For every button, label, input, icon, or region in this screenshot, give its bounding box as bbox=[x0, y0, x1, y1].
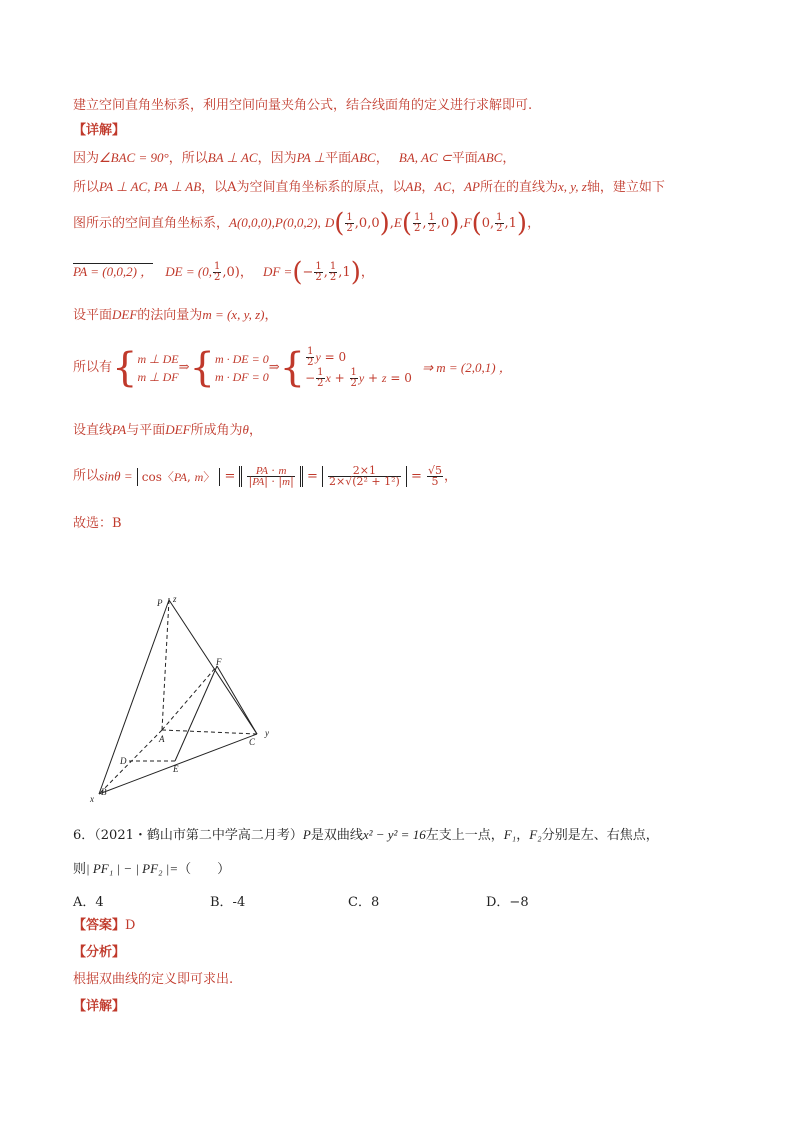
vector-PA: PA = (0,0,2) ， bbox=[73, 264, 154, 279]
vector-DE: DE = (0, bbox=[165, 264, 212, 279]
choice-C: C．8 bbox=[348, 895, 380, 910]
detail-line-6: 所以有{m ⊥ DE m ⊥ DF⇒{m · DE = 0 m · DF = 0⇒{ $\frac{1}{2}$ y = 0 − $\frac{1}{2}$ x + $\frac{1}{2}$ y + z = 0 ⇒ m = (2,0,1) ， bbox=[73, 345, 512, 391]
pyramid-figure bbox=[85, 590, 285, 810]
detail-line-7: 设直线PA与平面DEF所成角为θ， bbox=[73, 422, 262, 438]
label-x: x bbox=[90, 794, 94, 804]
detail-line-1: 因为∠BAC = 90°，所以BA ⊥ AC，因为PA ⊥平面ABC， BA, AC ⊂平面ABC， bbox=[73, 150, 516, 166]
analysis-header: 【分析】 bbox=[73, 945, 126, 960]
detail-line-5: 设平面DEF的法向量为m = (x, y, z)， bbox=[73, 307, 278, 323]
detail-line-2: 所以PA ⊥ AC, PA ⊥ AB，以A为空间直角坐标系的原点，以AB，AC，AP所在的直线为x, y, z轴，建立如下 bbox=[73, 179, 665, 195]
label-z: z bbox=[173, 594, 177, 604]
choice-B: B．-4 bbox=[210, 895, 246, 910]
label-B: B bbox=[101, 787, 107, 797]
detail-header: 【详解】 bbox=[73, 123, 126, 138]
choice-D: D．−8 bbox=[486, 895, 529, 910]
label-P: P bbox=[157, 598, 163, 608]
question-6-stem-2: 则| PF₁ | − | PF₂ |=（ ） bbox=[73, 861, 231, 877]
analysis-text: 根据双曲线的定义即可求出. bbox=[73, 972, 234, 987]
label-C: C bbox=[249, 737, 256, 747]
answer-choice: 故选：B bbox=[73, 516, 122, 531]
vector-DF: DF = bbox=[262, 264, 293, 279]
label-F: F bbox=[216, 657, 222, 667]
choice-A: A．4 bbox=[73, 895, 104, 910]
question-6-stem: 6．（2021・鹤山市第二中学高二月考）P是双曲线x² − y² = 16左支上一点，F₁，F₂分别是左、右焦点， bbox=[73, 827, 659, 843]
detail-line-4: PA = (0,0,2) ， DE = (0, $\frac{1}{2}$ ,0)， DF =(− $\frac{1}{2}$ , $\frac{1}{2}$ ,1)， bbox=[73, 257, 374, 288]
answer-line: 【答案】D bbox=[73, 918, 136, 933]
detail-line-8: 所以sinθ = cos〈PA, m〉 = $\frac{PA \cdot m}{|PA| \cdot |m|}$ = $\frac{2\times 1}{\text{2×√(2² + 1²)}}$ = $\frac{√5}{5}$ ， bbox=[73, 464, 458, 488]
label-E: E bbox=[173, 764, 179, 774]
label-D: D bbox=[120, 756, 127, 766]
intro-text: 建立空间直角坐标系，利用空间向量夹角公式，结合线面角的定义进行求解即可. bbox=[73, 98, 533, 113]
detail-header-2: 【详解】 bbox=[73, 999, 126, 1014]
label-A: A bbox=[159, 734, 165, 744]
detail-line-3: 图所示的空间直角坐标系，A(0,0,0),P(0,0,2), D( $\frac{1}{2}$ ,0,0),E( $\frac{1}{2}$ , $\frac{1}{2}$ ,0),F(0, $\frac{1}{2}$ ,1)， bbox=[73, 208, 541, 239]
label-y: y bbox=[265, 728, 269, 738]
